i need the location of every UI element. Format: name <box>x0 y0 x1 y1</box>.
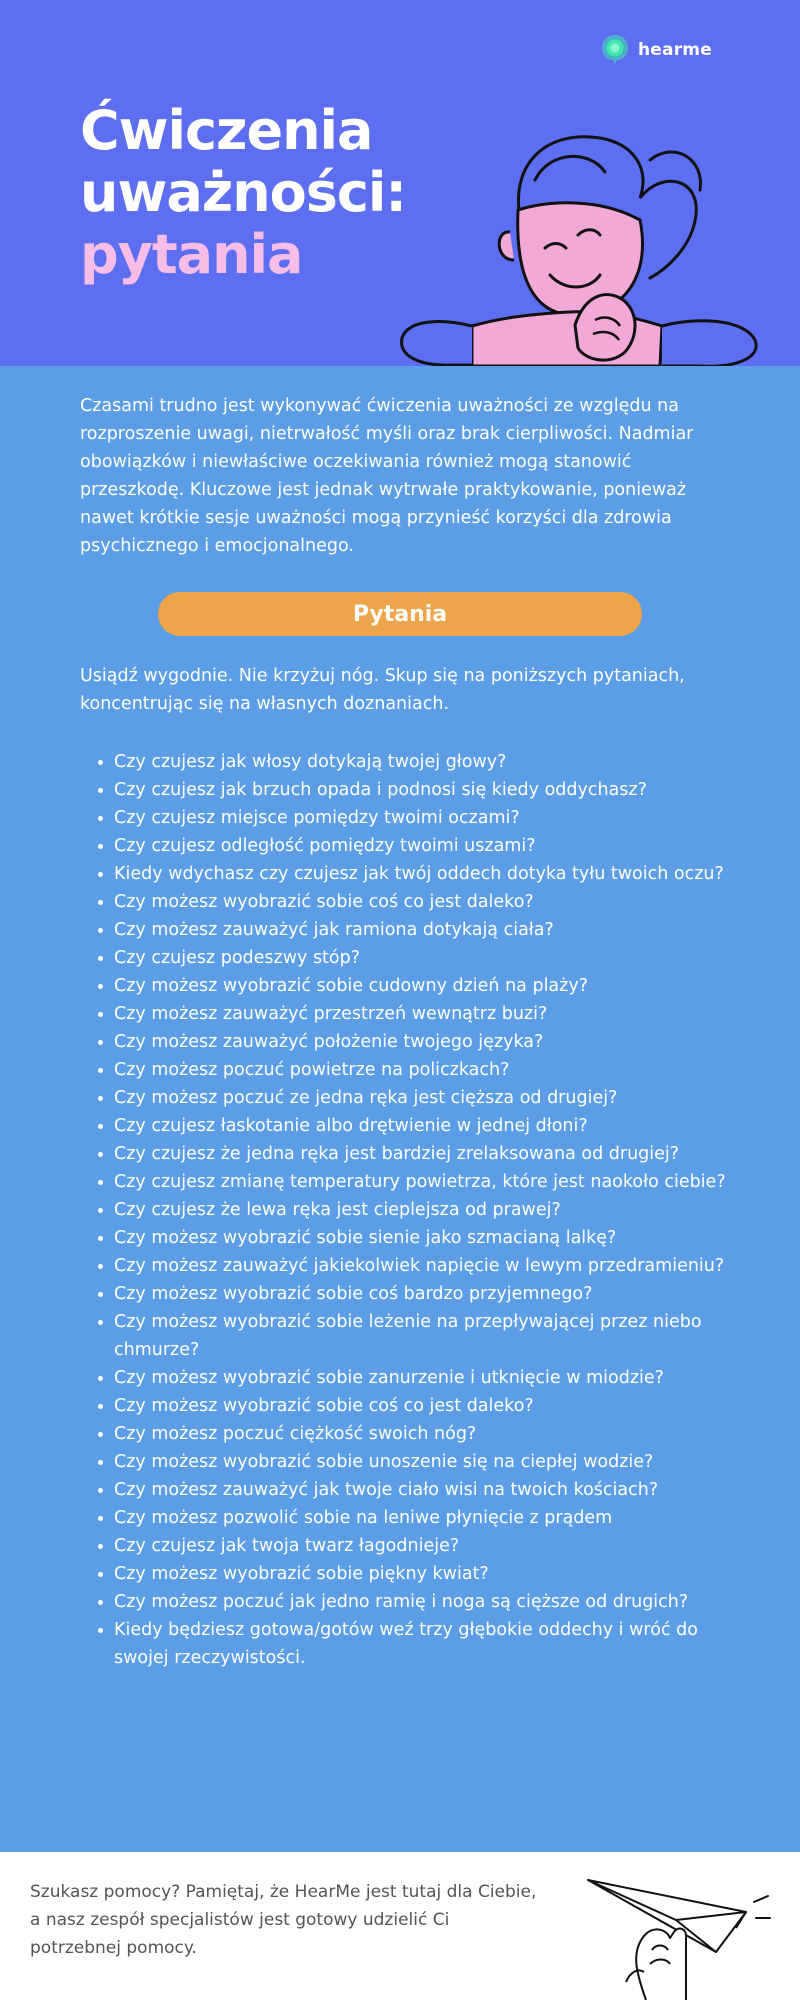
list-item: Czy czujesz zmianę temperatury powietrza, które jest naokoło ciebie? <box>114 1168 744 1196</box>
paper-plane-hand-illustration <box>586 1872 772 2000</box>
title-line-1: Ćwiczenia <box>80 99 373 162</box>
list-item: Czy możesz zauważyć jakiekolwiek napięcie w lewym przedramieniu? <box>114 1252 744 1280</box>
hearme-logo-icon <box>600 33 630 67</box>
brand-logo[interactable] <box>600 30 712 70</box>
title-line-3: pytania <box>80 223 303 286</box>
list-item: Czy czujesz podeszwy stóp? <box>114 944 744 972</box>
list-item: Czy czujesz jak twoja twarz łagodnieje? <box>114 1532 744 1560</box>
list-item: Kiedy będziesz gotowa/gotów weź trzy głębokie oddechy i wróć do swojej rzeczywistości. <box>114 1616 744 1672</box>
list-item: Czy możesz wyobrazić sobie coś bardzo przyjemnego? <box>114 1280 744 1308</box>
list-item: Czy możesz wyobrazić sobie piękny kwiat? <box>114 1560 744 1588</box>
list-item: Czy czujesz miejsce pomiędzy twoimi oczami? <box>114 804 744 832</box>
content-section <box>0 366 800 1852</box>
list-item: Czy czujesz odległość pomiędzy twoimi uszami? <box>114 832 744 860</box>
list-item: Kiedy wdychasz czy czujesz jak twój oddech dotyka tyłu twoich oczu? <box>114 860 744 888</box>
instructions-paragraph: Usiądź wygodnie. Nie krzyżuj nóg. Skup się na poniższych pytaniach, koncentrując się na własnych doznaniach. <box>80 666 685 714</box>
section-label: Pytania <box>352 601 448 627</box>
list-item: Czy możesz zauważyć położenie twojego języka? <box>114 1028 744 1056</box>
list-item: Czy czujesz jak brzuch opada i podnosi się kiedy oddychasz? <box>114 776 744 804</box>
list-item: Czy możesz wyobrazić sobie coś co jest daleko? <box>114 1392 744 1420</box>
list-item: Czy możesz wyobrazić sobie zanurzenie i utknięcie w miodzie? <box>114 1364 744 1392</box>
list-item: Czy czujesz że jedna ręka jest bardziej zrelaksowana od drugiej? <box>114 1140 744 1168</box>
list-item: Czy możesz poczuć ciężkość swoich nóg? <box>114 1420 744 1448</box>
list-item: Czy czujesz że lewa ręka jest cieplejsza od prawej? <box>114 1196 744 1224</box>
intro-paragraph: Czasami trudno jest wykonywać ćwiczenia uważności ze względu na rozproszenie uwagi, nietrwałość myśli oraz brak cierpliwości. Nadmiar obowiązków i niewłaściwe oczekiwania również mogą stanowić przeszkodę. Kluczowe jest jednak wytrwałe praktykowanie, ponieważ nawet krótkie sesje uważności mogą przynieść korzyści dla zdrowia psychicznego i emocjonalnego. <box>80 396 694 556</box>
list-item: Czy możesz zauważyć jak twoje ciało wisi na twoich kościach? <box>114 1476 744 1504</box>
list-item: Czy możesz zauważyć jak ramiona dotykają ciała? <box>114 916 744 944</box>
questions-list <box>114 748 744 1672</box>
list-item: Czy możesz wyobrazić sobie sienie jako szmacianą lalkę? <box>114 1224 744 1252</box>
brand-name: hearme <box>638 40 712 60</box>
list-item: Czy możesz poczuć powietrze na policzkach? <box>114 1056 744 1084</box>
list-item: Czy możesz pozwolić sobie na leniwe płynięcie z prądem <box>114 1504 744 1532</box>
header-banner <box>0 0 800 366</box>
list-item: Czy możesz wyobrazić sobie cudowny dzień na plaży? <box>114 972 744 1000</box>
list-item: Czy możesz wyobrazić sobie coś co jest daleko? <box>114 888 744 916</box>
list-item: Czy możesz wyobrazić sobie leżenie na przepływającej przez niebo chmurze? <box>114 1308 744 1364</box>
person-meditating-illustration <box>400 120 760 366</box>
list-item: Czy czujesz jak włosy dotykają twojej głowy? <box>114 748 744 776</box>
list-item: Czy możesz poczuć jak jedno ramię i noga są cięższe od drugich? <box>114 1588 744 1616</box>
footer <box>0 1852 800 2000</box>
title-line-2: uważności: <box>80 161 406 224</box>
list-item: Czy czujesz łaskotanie albo drętwienie w jednej dłoni? <box>114 1112 744 1140</box>
list-item: Czy możesz wyobrazić sobie unoszenie się na ciepłej wodzie? <box>114 1448 744 1476</box>
section-label-pill <box>158 592 642 636</box>
footer-help-text: Szukasz pomocy? Pamiętaj, że HearMe jest tutaj dla Ciebie, a nasz zespół specjalistów jest gotowy udzielić Ci potrzebnej pomocy. <box>30 1882 537 1958</box>
list-item: Czy możesz zauważyć przestrzeń wewnątrz buzi? <box>114 1000 744 1028</box>
list-item: Czy możesz poczuć ze jedna ręka jest cięższa od drugiej? <box>114 1084 744 1112</box>
